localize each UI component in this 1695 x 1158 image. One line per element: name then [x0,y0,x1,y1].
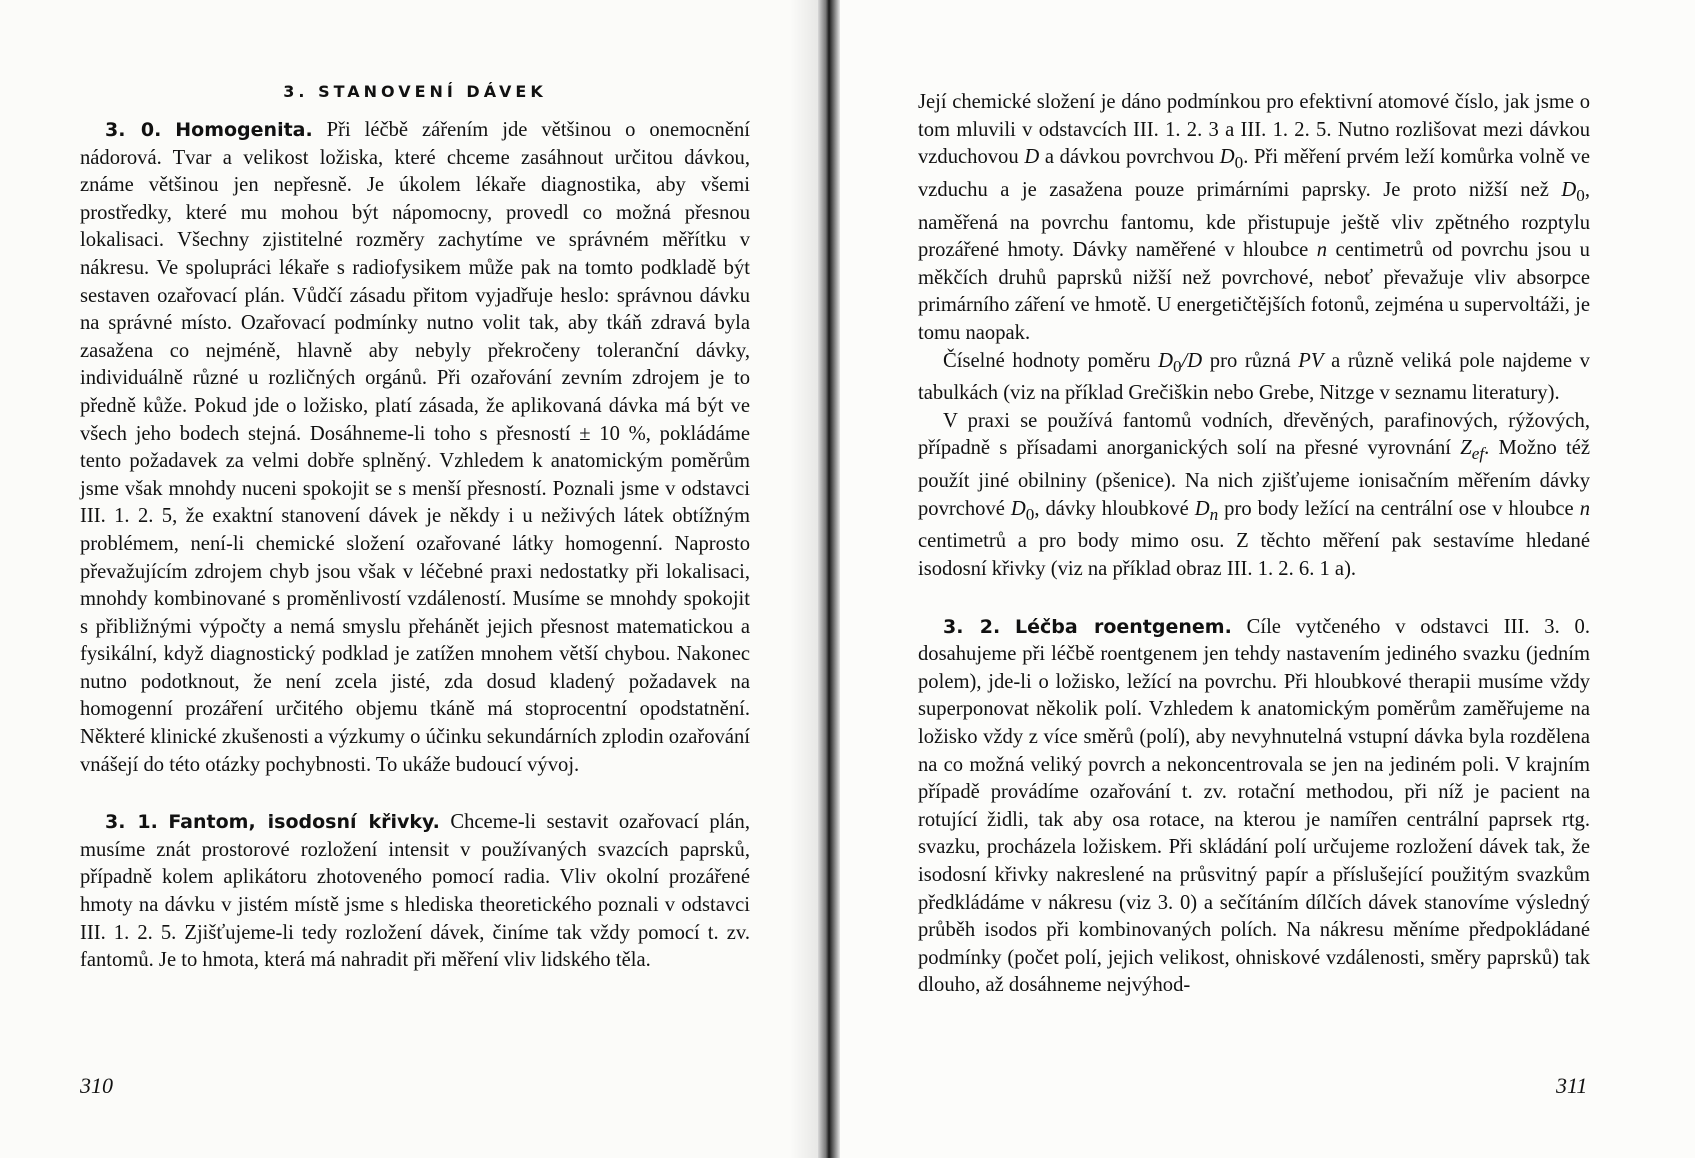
symbol-slash-d: /D [1181,349,1203,372]
symbol-subscript: 0 [1234,153,1244,173]
gutter-shadow [790,0,818,1158]
symbol-d0: D [1219,146,1235,169]
section-3-2-paragraph [918,614,1590,1000]
text-run: centimetrů a pro body mimo osu. Z těchto měření pak sestavíme hledané isodosní křivky (viz na příklad obraz III. 1. 2. 6. 1 a). [918,530,1590,581]
symbol-n: n [1316,239,1327,262]
text-run: a různě veliká pole najdeme v tabulkách (viz na příklad Grečiškin nebo Grebe, Nitzge v seznamu literatury). [918,349,1590,405]
book-gutter [818,0,840,1158]
page-number-right: 311 [1556,1073,1588,1098]
text-run: centimetrů od povrchu jsou u měkčích druhů paprsků nižší než povrchové, neboť převažuje vliv absorpce primárního záření ve hmotě. U energetičtějších fotonů, zejména u supervoltáži, je tomu naopak. [918,239,1590,344]
text-run: . Při měření prvém leží komůrka volně ve vzduchu a je zasažena pouze primárními paprsky. Je proto nižší než [918,146,1590,201]
section-body: Cíle vytčeného v odstavci III. 3. 0. dosahujeme při léčbě roentgenem jen tehdy nastavením jediného svazku (jedním polem), jde-li o ložisko, ležící na povrchu. Při hloubkové therapii musíme vždy superponovat několik polí. Vzhledem k anatomickým poměrům zaměřujeme na ložisko vždy z více směrů (polí), aby nevyhnutelná vstupní dávka byla rozdělena na co možná veliký povrch a nekoncentrovala se jen na jediném poli. V krajním případě provádíme ozařování t. zv. rotační methodou, při níž je pacient na rotující židli, tak aby osa rotace, na kterou je namířen centrální paprsek rtg. svazku, procházela ložiskem. Při skládání polí určujeme rozložení dávek tak, že isodosní křivky nakreslené na průsvitný papír a příslušející použitým svazkům předkládáme v nákresu (viz 3. 0) a sečítáním dílčích dávek stanovíme výsledný průběh isodos při kombinovaných polích. Na nákresu měníme předpokládané podmínky (počet polí, jejich velikost, ohniskové vzdálenosti, směry paprsků) tak dlouho, až dosáhneme nejvýhod- [918,615,1590,997]
symbol-d0: D [1010,497,1026,520]
symbol-subscript: 0 [1576,186,1585,205]
symbol-dn: D [1194,497,1210,520]
symbol-subscript: n [1209,504,1219,524]
text-run: pro různá [1202,349,1299,372]
section-number: 3. 1. [105,811,158,834]
continued-paragraph [918,89,1590,348]
symbol-d0: D [1561,178,1577,201]
text-run: . Možno též použít jiné obilniny (pšenice). Na nich zjišťujeme ionisačním měřením dávky povrchové [918,437,1591,520]
section-body: Při léčbě zářením jde většinou o onemocnění nádorová. Tvar a velikost ložiska, které chceme zasáhnout určitou dávkou, známe většinou jen nepřesně. Je úkolem lékaře diagnostika, aby všemi prostředky, které mu mohou být nápomocny, provedl co možná přesnou lokalisaci. Všechny zjistitelné rozměry zachytíme ve správném měřítku v nákresu. Ve spolupráci lékaře s radiofysikem může pak na tomto podkladě být sestaven ozařovací plán. Vůdčí zásadu přitom vyjadřuje heslo: správnou dávku na správné místo. Ozařovací podmínky nutno volit tak, aby tkáň zdravá byla zasažena co nejméně, hlavně aby nebyly překročeny toleranční dávky, individuálně různé u rozličných orgánů. Při ozařování zevním zdrojem je to předně kůže. Pokud jde o ložisko, platí zásada, že aplikovaná dávka má být ve všech jeho bodech stejná. Dosáhneme-li toho s přesností ± 10 %, pokládáme tento požadavek za velmi dobře splněný. Vzhledem k anatomickým poměrům jsme však mnohdy nuceni spokojit se s menší přesností. Poznali jsme v odstavci III. 1. 2. 5, že exaktní stanovení dávek je někdy i u neživých látek obtížným problémem, není-li chemické složení ozařované látky homogenní. Naprosto převažujícím zdrojem chyb jsou však v léčebné praxi nedostatky při lokalisaci, mnohdy kombinované s proměnlivostí vzdáleností. Musíme se mnohdy spokojit s přibližnými výpočty a nemá smyslu přehánět jejich přesnost matematickou a fysikální, když diagnostický podklad je zatížen mnohem větší chybou. Nakonec nutno podotknout, že není zcela jisté, zda dosud kladený požadavek na homogenní prozáření určitého objemu tkáně má stoprocentní opodstatnění. Některé klinické zkušenosti a výzkumy o účinku sekundárních zplodin ozařování vnášejí do této otázky pochybnosti. To ukáže budoucí vývoj. [80,119,750,776]
text-run: a dávkou povrchvou [1039,146,1220,169]
section-title: Homogenita. [175,119,313,141]
right-column [918,89,1590,1000]
section-title: Fantom, isodosní křivky. [168,811,440,834]
section-number: 3. 0. [105,119,162,141]
page-number-left: 310 [80,1073,113,1098]
symbol-d0: D [1158,349,1173,372]
symbol-pv: PV [1298,349,1324,372]
section-title: Léčba roentgenem. [1015,615,1232,638]
symbol-subscript: 0 [1025,504,1035,524]
chapter-heading: 3. STANOVENÍ DÁVEK [283,82,547,101]
section-number: 3. 2. [943,615,1001,638]
left-column [80,117,750,975]
text-run: V praxi se používá fantomů vodních, dřevěných, parafinových, rýžových, případně s přísadami anorganických solí na přesné vyrovnání [918,409,1590,460]
symbol-subscript: ef [1471,444,1485,464]
text-run: , dávky hloubkové [1034,497,1195,520]
text-run: Její chemické složení je dáno podmínkou pro efektivní atomové číslo, jak jsme o tom mluvili v odstavcích III. 1. 2. 3 a III. 1. 2. 5. Nutno rozlišovat mezi dávkou vzduchovou [918,91,1590,169]
symbol-n: n [1579,497,1590,520]
symbol-z: Z [1460,437,1472,460]
section-body: Chceme-li sestavit ozařovací plán, musíme znát prostorové rozložení intensit v používaných svazcích paprsků, případně kolem aplikátoru zhotoveného pomocí radia. Vliv okolní prozářené hmoty na dávku v jistém místě jsme s hlediska theoretického poznali v odstavci III. 1. 2. 5. Zjišťujeme-li tedy rozložení dávek, činíme tak vždy pomocí t. zv. fantomů. Je to hmota, která má nahradit při měření vliv lidského těla. [80,811,750,972]
symbol-d: D [1024,146,1040,169]
phantom-practice-paragraph [918,408,1590,584]
text-run: pro body ležící na centrální ose v hloubce [1218,497,1580,520]
ratio-paragraph [918,348,1590,408]
text-run: Číselné hodnoty poměru [943,349,1159,372]
section-3-0-paragraph [80,117,750,779]
section-3-1-paragraph [80,809,750,975]
text-run: , naměřená na povrchu fantomu, kde přistupuje ještě vliv zpětného rozptylu prozářené hmoty. Dávky naměřené v hloubce [918,178,1590,262]
symbol-subscript: 0 [1172,356,1182,376]
